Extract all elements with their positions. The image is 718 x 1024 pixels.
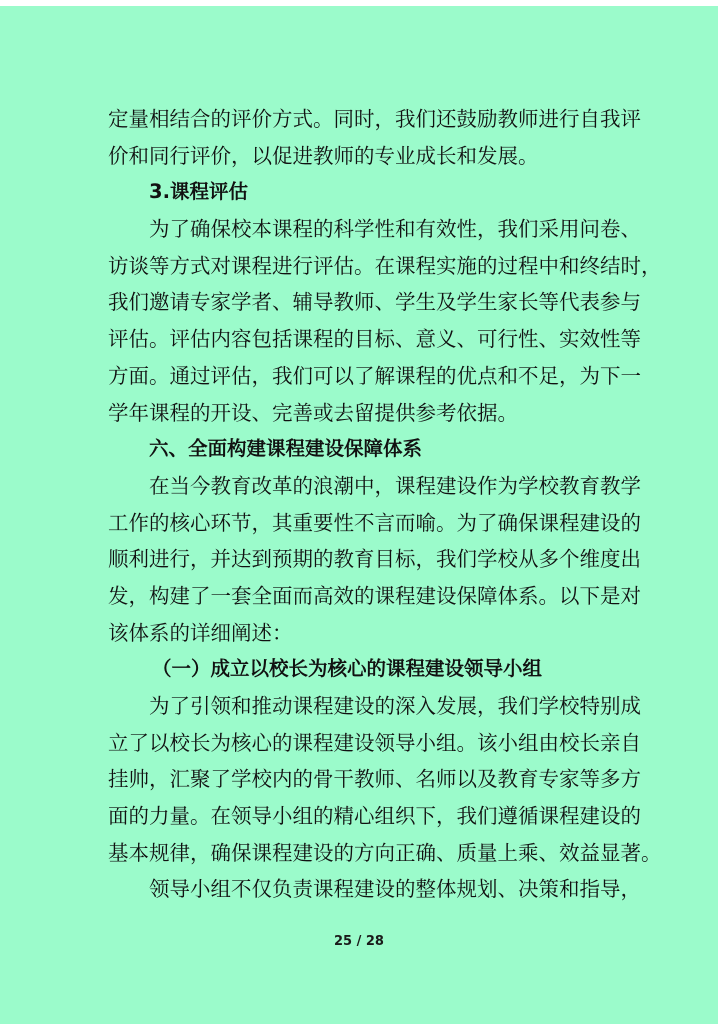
body-line: 价和同行评价，以促进教师的专业成长和发展。	[108, 143, 539, 168]
body-line: 立了以校长为核心的课程建设领导小组。该小组由校长亲自	[108, 730, 641, 755]
paragraph-first-line: 为了确保校本课程的科学性和有效性，我们采用问卷、	[149, 217, 641, 242]
body-line: 该体系的详细阐述：	[108, 620, 293, 645]
body-line: 定量相结合的评价方式。同时，我们还鼓励教师进行自我评	[108, 107, 641, 131]
document-page	[0, 6, 718, 1024]
body-line: 方面。通过评估，我们可以了解课程的优点和不足，为下一	[108, 363, 641, 388]
body-line: 学年课程的开设、完善或去留提供参考依据。	[108, 400, 518, 425]
paragraph-first-line: 为了引领和推动课程建设的深入发展，我们学校特别成	[149, 694, 641, 718]
body-line: 评估。评估内容包括课程的目标、意义、可行性、实效性等	[108, 327, 641, 352]
body-line: 挂帅，汇聚了学校内的骨干教师、名师以及教育专家等多方	[108, 767, 641, 792]
body-line: 面的力量。在领导小组的精心组织下，我们遵循课程建设的	[108, 804, 641, 829]
body-line: 我们邀请专家学者、辅导教师、学生及学生家长等代表参与	[108, 290, 641, 315]
document-body	[108, 101, 662, 908]
body-line: 工作的核心环节，其重要性不言而喻。为了确保课程建设的	[108, 510, 641, 535]
chapter-heading: 六、全面构建课程建设保障体系	[149, 437, 423, 461]
body-line: 顺利进行，并达到预期的教育目标，我们学校从多个维度出	[108, 547, 641, 572]
body-line: 发，构建了一套全面而高效的课程建设保障体系。以下是对	[108, 583, 641, 608]
body-line: 基本规律，确保课程建设的方向正确、质量上乘、效益显著。	[108, 840, 662, 865]
paragraph-first-line: 领导小组不仅负责课程建设的整体规划、决策和指导，	[149, 877, 641, 902]
paragraph-first-line: 在当今教育改革的浪潮中，课程建设作为学校教育教学	[149, 473, 641, 498]
subsection-heading: （一）成立以校长为核心的课程建设领导小组	[152, 657, 543, 681]
page-number: 25 / 28	[334, 934, 384, 949]
body-line: 访谈等方式对课程进行评估。在课程实施的过程中和终结时，	[108, 253, 662, 278]
section-heading: 3.课程评估	[149, 180, 248, 204]
